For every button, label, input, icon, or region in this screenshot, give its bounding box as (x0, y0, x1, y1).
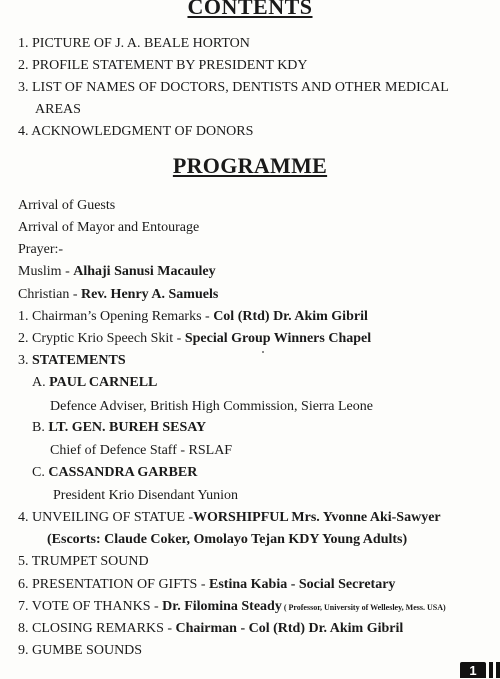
contents-item-4: 4. ACKNOWLEDGMENT OF DONORS (18, 124, 254, 139)
arrival-mayor: Arrival of Mayor and Entourage (18, 220, 200, 235)
page-number-tab (460, 662, 500, 678)
item8-label: 8. CLOSING REMARKS - (18, 621, 176, 636)
statement-c (32, 464, 197, 482)
item4-name: WORSHIPFUL Mrs. Yvonne Aki-Sawyer (193, 510, 441, 525)
item1-name: Col (Rtd) Dr. Akim Gibril (213, 309, 368, 324)
contents-item-3: 3. LIST OF NAMES OF DOCTORS, DENTISTS AND OTHER MEDICAL (18, 80, 449, 95)
programme-heading: PROGRAMME (172, 153, 328, 178)
christian-name: Rev. Henry A. Samuels (81, 287, 219, 302)
muslim-label: Muslim - (18, 264, 74, 279)
statement-b-role: Chief of Defence Staff - RSLAF (50, 443, 233, 458)
item6-label: 6. PRESENTATION OF GIFTS - (18, 577, 210, 592)
programme-item-8 (18, 620, 403, 638)
muslim-prayer (18, 263, 216, 281)
item1-label: 1. Chairman’s Opening Remarks - (18, 309, 214, 324)
statement-a-role: Defence Adviser, British High Commission, Sierra Leone (50, 399, 373, 414)
statement-b (32, 419, 206, 437)
item4-escorts: (Escorts: Claude Coker, Omolayo Tejan KDY Young Adults) (47, 532, 408, 547)
prayer-label: Prayer:- (18, 242, 64, 257)
programme-item-5: 5. TRUMPET SOUND (18, 554, 149, 569)
item2-label: 2. Cryptic Krio Speech Skit - (18, 331, 185, 346)
christian-prayer (18, 286, 218, 304)
programme-item-6 (18, 576, 395, 594)
statement-a (32, 374, 157, 392)
arrival-guests: Arrival of Guests (18, 198, 116, 213)
statement-c-role: President Krio Disendant Yunion (53, 488, 238, 503)
programme-item-7 (18, 598, 446, 617)
contents-item-1: 1. PICTURE OF J. A. BEALE HORTON (18, 36, 250, 51)
programme-item-1 (18, 308, 368, 326)
speck-mark (262, 351, 264, 353)
contents-item-3-cont: AREAS (35, 102, 81, 117)
statement-a-name: PAUL CARNELL (49, 375, 158, 390)
programme-item-3 (18, 352, 126, 370)
item6-name: Estina Kabia - Social Secretary (209, 577, 396, 592)
item8-name: Chairman - Col (Rtd) Dr. Akim Gibril (175, 621, 404, 636)
item3-label: STATEMENTS (32, 353, 126, 368)
page-tab-bar (496, 662, 500, 678)
christian-label: Christian - (18, 287, 81, 302)
contents-heading: CONTENTS (187, 0, 313, 19)
statement-c-letter: C. (32, 465, 49, 480)
item3-num: 3. (18, 353, 32, 368)
programme-item-4 (18, 509, 441, 527)
programme-item-2 (18, 330, 371, 348)
item7-label: 7. VOTE OF THANKS - (18, 599, 163, 614)
contents-item-2: 2. PROFILE STATEMENT BY PRESIDENT KDY (18, 58, 308, 73)
item7-note: ( Professor, University of Wellesley, Mess. USA) (281, 603, 446, 612)
statement-c-name: CASSANDRA GARBER (48, 465, 198, 480)
programme-item-9: 9. GUMBE SOUNDS (18, 643, 143, 658)
muslim-name: Alhaji Sanusi Macauley (73, 264, 216, 279)
statement-b-name: LT. GEN. BUREH SESAY (48, 420, 207, 435)
page-number: 1 (460, 662, 486, 678)
page-tab-bar (489, 662, 493, 678)
item4-label: 4. UNVEILING OF STATUE - (18, 510, 194, 525)
statement-a-letter: A. (32, 375, 50, 390)
statement-b-letter: B. (32, 420, 49, 435)
item7-name: Dr. Filomina Steady (162, 599, 282, 614)
item2-name: Special Group Winners Chapel (184, 331, 372, 346)
